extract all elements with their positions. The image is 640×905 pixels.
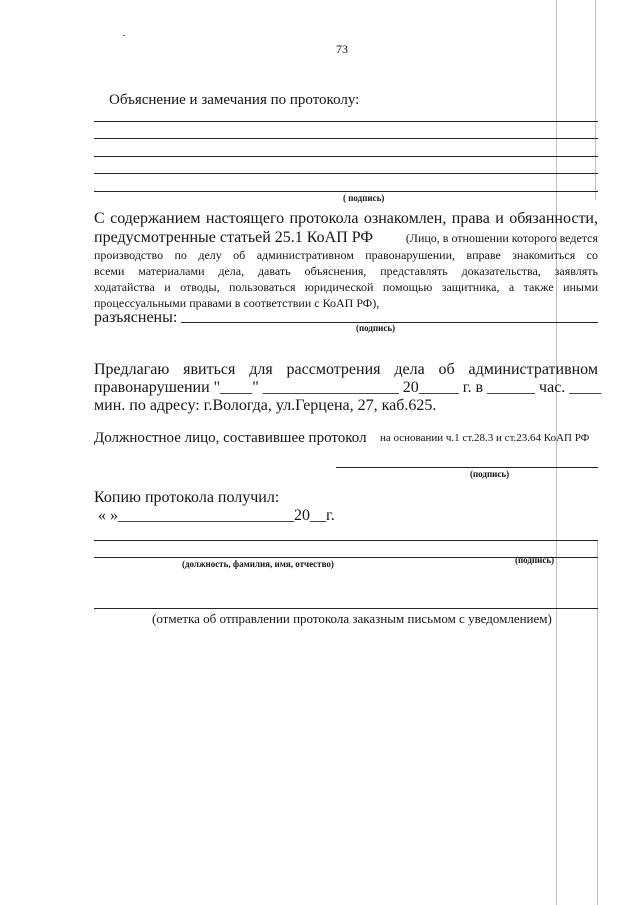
copy-label: Копию протокола получил: xyxy=(94,489,280,506)
copy-signature-label: (подпись) xyxy=(515,555,555,565)
mailing-note: (отметка об отправлении протокола заказным письмом с уведомлением) xyxy=(152,611,552,626)
explanation-line xyxy=(94,138,598,139)
explanation-line xyxy=(94,156,598,157)
explained-label: разъяснены: xyxy=(94,309,178,326)
copy-line xyxy=(94,540,598,541)
scan-edge-line xyxy=(595,0,596,200)
scan-edge-line xyxy=(556,0,557,905)
acquaintance-line-5: ходатайства и отводы, пользоваться юридической помощью защитника, а также иными xyxy=(94,280,598,294)
page-number: 73 xyxy=(336,42,348,56)
scan-dot xyxy=(123,35,125,36)
scan-edge-line xyxy=(597,540,598,905)
explained-signature-label: (подпись) xyxy=(356,323,396,333)
official-label: Должностное лицо, составившее протокол xyxy=(94,430,367,446)
acquaintance-line-2-main: предусмотренные статьей 25.1 КоАП РФ xyxy=(94,229,374,246)
acquaintance-line-6: процессуальными правами в соответствии с КоАП РФ), xyxy=(94,296,380,310)
appearance-line-2: правонарушении "____" _________________ 20_____ г. в ______ час. ____ xyxy=(94,379,602,396)
official-signature-label: (подпись) xyxy=(470,469,510,479)
explanation-line xyxy=(94,121,598,122)
explanation-line xyxy=(94,191,598,192)
explanation-heading: Объяснение и замечания по протоколу: xyxy=(109,92,360,108)
acquaintance-line-2-note: (Лицо, в отношении которого ведется xyxy=(405,231,598,245)
copy-position-label: (должность, фамилия, имя, отчество) xyxy=(182,559,334,569)
official-signature-line xyxy=(336,467,598,468)
official-basis: на основании ч.1 ст.28.3 и ст.23.64 КоАП РФ xyxy=(380,432,590,444)
explanation-signature-label: ( подпись) xyxy=(343,193,385,203)
appearance-line-1: Предлагаю явиться для рассмотрения дела об административном xyxy=(94,361,598,378)
acquaintance-line-3: производство по делу об административном правонарушении, вправе знакомиться со xyxy=(94,248,598,262)
acquaintance-line-2 xyxy=(94,229,598,247)
acquaintance-line-4: всеми материалами дела, давать объяснения, представлять доказательства, заявлять xyxy=(94,264,598,278)
appearance-line-3: мин. по адресу: г.Вологда, ул.Герцена, 27, каб.625. xyxy=(94,397,437,414)
explanation-line xyxy=(94,173,598,174)
copy-date-line: « »______________________20__г. xyxy=(98,507,335,524)
mailing-line xyxy=(94,608,598,609)
acquaintance-line-1: С содержанием настоящего протокола ознакомлен, права и обязанности, xyxy=(94,210,598,227)
